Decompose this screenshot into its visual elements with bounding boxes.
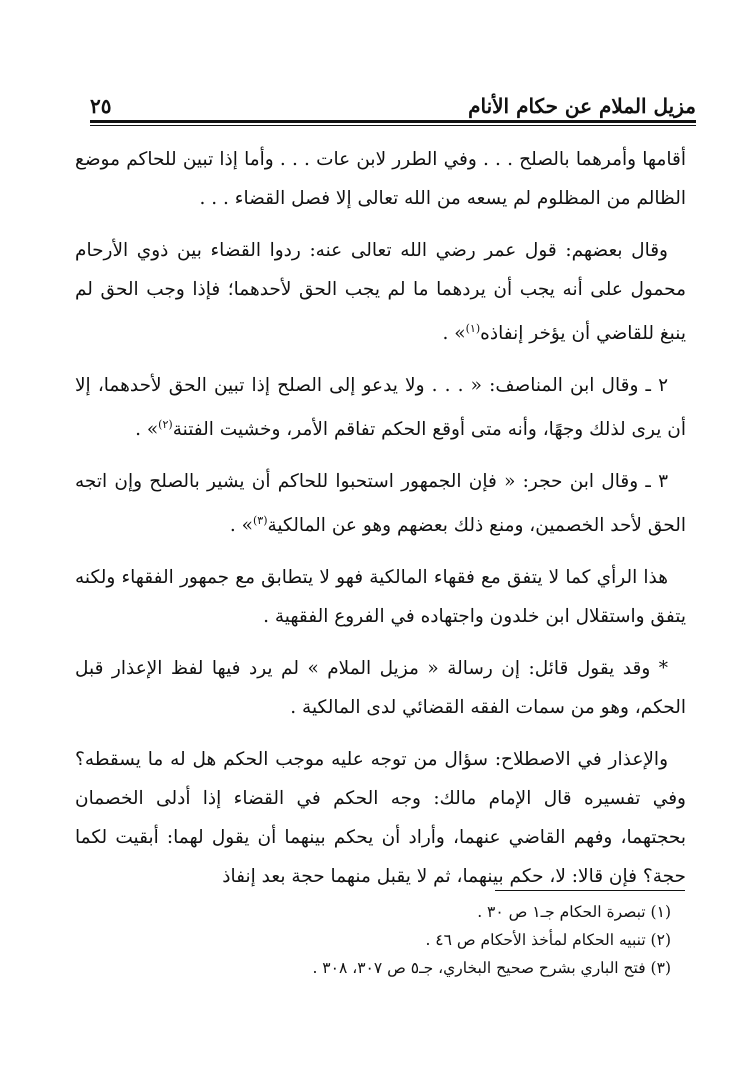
footnote-ref: (٣) bbox=[252, 514, 268, 528]
paragraph: هذا الرأي كما لا يتفق مع فقهاء المالكية فهو لا يتطابق مع جمهور الفقهاء ولكنه يتفق واستقلال ابن خلدون واجتهاده في الفروع الفقهية . bbox=[75, 567, 686, 628]
header-rule-thin bbox=[90, 125, 696, 126]
running-header bbox=[90, 88, 696, 118]
paragraph: أقامها وأمرهما بالصلح . . . وفي الطرر لابن عات . . . وأما إذا تبين للحاكم موضع الظالم من المظلوم لم يسعه من الله تعالى إلا فصل القضاء . . . bbox=[75, 149, 686, 209]
header-rule bbox=[90, 120, 696, 123]
running-title: مزيل الملام عن حكام الأنام bbox=[468, 94, 696, 118]
footnote: (٣) فتح الباري بشرح صحيح البخاري، جـ٥ ص ٣٠٧، ٣٠٨ . bbox=[312, 959, 671, 977]
footnote: (١) تبصرة الحكام جـ١ ص ٣٠ . bbox=[477, 903, 671, 921]
paragraph: وقال بعضهم: قول عمر رضي الله تعالى عنه: ردوا القضاء بين ذوي الأرحام محمول على أنه يجب أن يردهما ما لم يجب الحق لأحدهما؛ فإذا وجب الحق لم ينبغ للقاضي أن يؤخر إنفاذه$^{(١)}$» . bbox=[75, 240, 686, 345]
footnote-ref: (٢) bbox=[158, 418, 173, 432]
paragraph: والإعذار في الاصطلاح: سؤال من توجه عليه موجب الحكم هل له ما يسقطه؟ وفي تفسيره قال الإمام مالك: وجه الحكم في القضاء إذا أدلى الخصمان بحجتهما، وفهم القاضي عنهما، وأراد أن يحكم بينهما أن يقول لهما: أبقيت لكما حجة؟ فإن قالا: لا، حكم بينهما، ثم لا يقبل منهما حجة بعد إنفاذ bbox=[75, 749, 686, 888]
paragraph: ٢ ـ وقال ابن المناصف: « . . . ولا يدعو إلى الصلح إذا تبين الحق لأحدهما، إلا أن يرى لذلك وجهًا، وأنه متى أوقع الحكم تفاقم الأمر، وخشيت الفتنة$^{(٢)}$» . bbox=[75, 375, 686, 441]
footnote: (٢) تنبيه الحكام لمأخذ الأحكام ص ٤٦ . bbox=[425, 931, 671, 949]
footnote-separator bbox=[495, 890, 685, 891]
body-text bbox=[75, 140, 686, 909]
footnotes bbox=[75, 898, 671, 982]
footnote-ref: (١) bbox=[465, 322, 481, 335]
paragraph: * وقد يقول قائل: إن رسالة « مزيل الملام » لم يرد فيها لفظ الإعذار قبل الحكم، وهو من سمات الفقه القضائي لدى المالكية . bbox=[75, 658, 686, 719]
paragraph: ٣ ـ وقال ابن حجر: « فإن الجمهور استحبوا للحاكم أن يشير بالصلح وإن اتجه الحق لأحد الخصمين، ومنع ذلك بعضهم وهو عن المالكية$^{(٣)}$» . bbox=[75, 471, 686, 537]
page-number: ٢٥ bbox=[90, 94, 112, 118]
